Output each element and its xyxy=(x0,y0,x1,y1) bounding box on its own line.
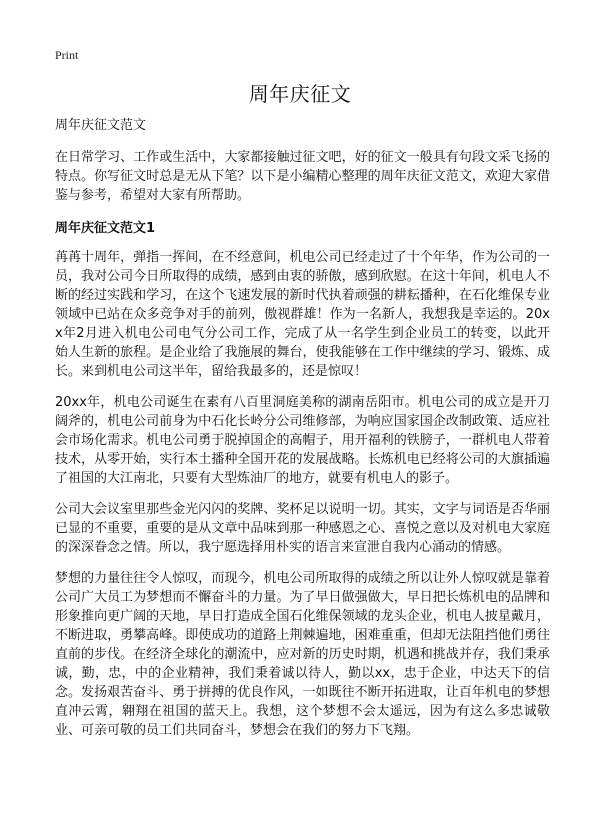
section-heading: 周年庆征文范文1 xyxy=(55,221,156,236)
document-subtitle: 周年庆征文范文 xyxy=(55,118,147,133)
body-paragraph: 公司大会议室里那些金光闪闪的奖牌、奖杯足以说明一切。其实，文字与词语是否华丽已显的不重要，重要的是从文章中品味到那一种感恩之心、喜悦之意以及对机电大家庭的深深眷念之情。所以，我宁愿选择用朴实的语言来宣泄自我内心涌动的情感。 xyxy=(55,502,550,555)
body-paragraph: 梦想的力量往往令人惊叹，而现今，机电公司所取得的成绩之所以让外人惊叹就是靠着公司广大员工为梦想而不懈奋斗的力量。为了早日做强做大，早日把长炼机电的品牌和形象推向更广阔的天地，早日打造成全国石化维保领域的龙头企业，机电人披星戴月，不断进取，勇攀高峰。即使成功的道路上荆棘遍地，困难重重，但却无法阻挡他们勇往直前的步伐。在经济全球化的潮流中，应对新的历史时期，机遇和挑战并存，我们秉承诚，勤，忠，中的企业精神，我们秉着诚以待人，勤以xx，忠于企业，中达天下的信念。发扬艰苦奋斗、勇于拼搏的优良作风，一如既往不断开拓进取，让百年机电的梦想直冲云霄，翱翔在祖国的蓝天上。我想，这个梦想不会太遥远，因为有这么多忠诚敬业、可亲可敬的员工们共同奋斗，梦想会在我们的努力下飞翔。 xyxy=(55,571,550,738)
intro-paragraph: 在日常学习、工作或生活中，大家都接触过征文吧，好的征文一般具有句段文采飞扬的特点。你写征文时总是无从下笔？以下是小编精心整理的周年庆征文范文，欢迎大家借鉴与参考，希望对大家有所帮助。 xyxy=(55,150,550,203)
print-link[interactable]: Print xyxy=(55,48,79,62)
document-title: 周年庆征文 xyxy=(248,82,352,106)
body-paragraph: 20xx年，机电公司诞生在素有八百里洞庭美称的湖南岳阳市。机电公司的成立是开刀阔斧的，机电公司前身为中石化长岭分公司维修部，为响应国家国企改制政策、适应社会市场化需求。机电公司勇于脱掉国企的高帽子，用开福利的铁膀子，一群机电人带着技术，从零开始，实行本土播种全国开花的发展战略。长炼机电已经将公司的大旗插遍了祖国的大江南北，只要有大型炼油厂的地方，就要有机电人的影子。 xyxy=(55,395,550,486)
document-body xyxy=(55,116,550,752)
body-paragraph: 苒苒十周年，弹指一挥间，在不经意间，机电公司已经走过了十个年华，作为公司的一员，我对公司今日所取得的成绩，感到由衷的骄傲，感到欣慰。在这十年间，机电人不断的经过实践和学习，在这个飞速发展的新时代执着顽强的耕耘播种，在石化维保专业领域中已站在众多竞争对手的前列，傲视群雄！作为一名新人，我想我是幸运的。20xx年2月进入机电公司电气分公司工作，完成了从一名学生到企业员工的转变，以此开始人生新的旅程。是企业给了我施展的舞台，使我能够在工作中继续的学习、锻炼、成长。来到机电公司这半年，留给我最多的，还是惊叹！ xyxy=(55,250,550,379)
